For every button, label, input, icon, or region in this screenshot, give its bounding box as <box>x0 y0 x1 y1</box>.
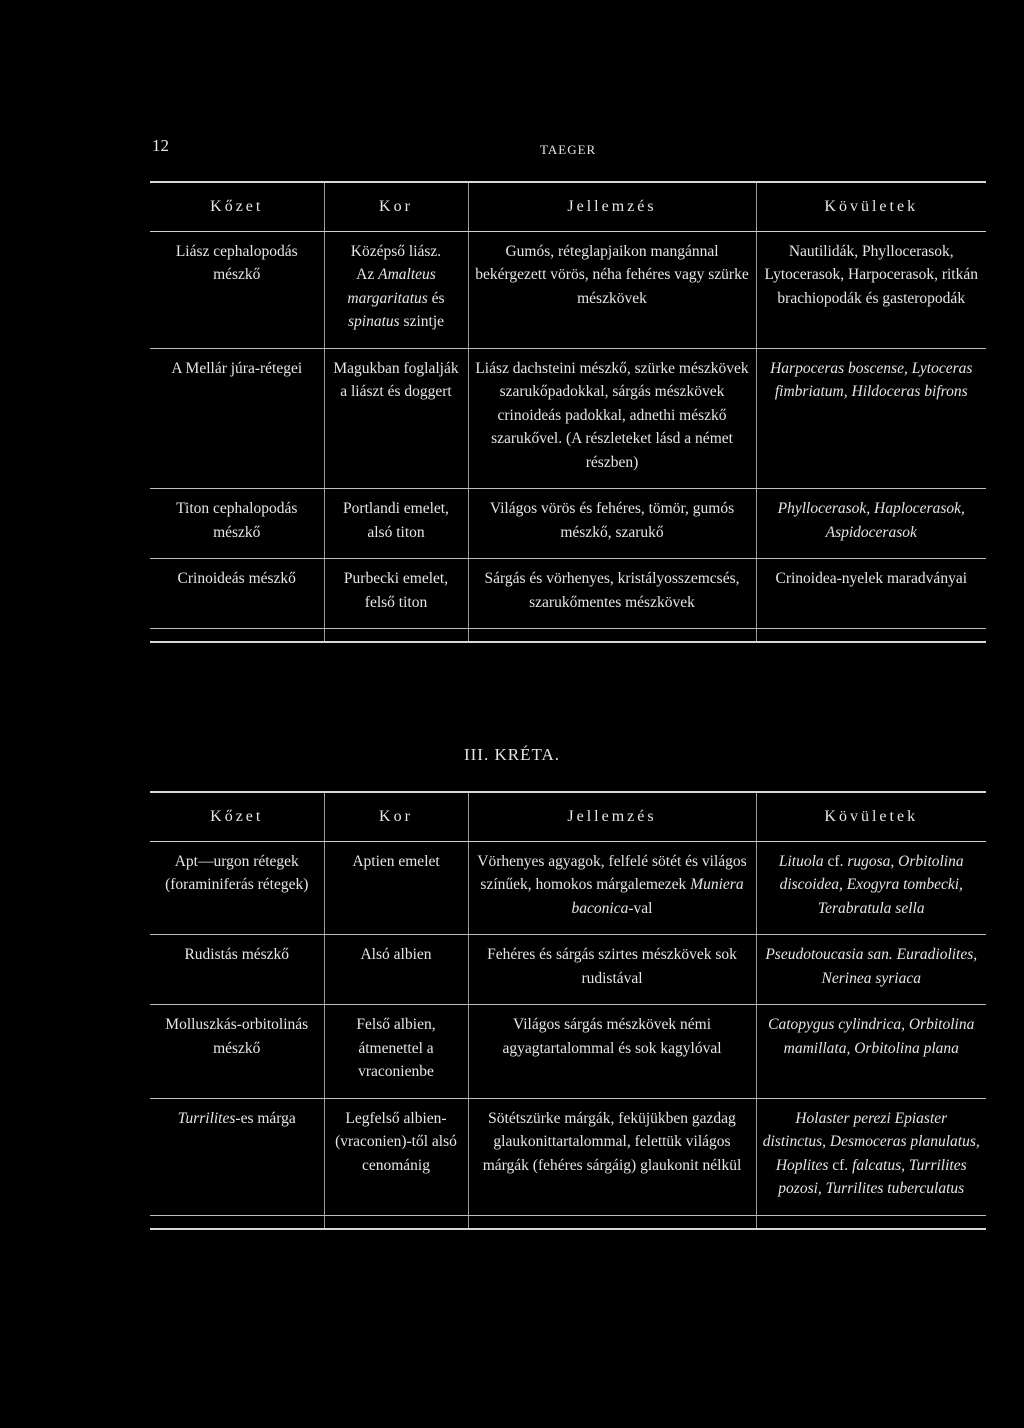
rock-cell: Liász cephalopodás mészkő <box>150 231 324 348</box>
rock-cell: Molluszkás-orbitolinás mészkő <box>150 1005 324 1099</box>
header-age: Kor <box>324 182 468 231</box>
rock-cell: A Mellár júra-rétegei <box>150 348 324 489</box>
description-cell: Liász dachsteini mészkő, szürke mészkövek szarukőpadokkal, sárgás mészkövek crinoideás padokkal, adnethi mészkő szarukővel. (A részleteket lásd a német részben) <box>468 348 756 489</box>
cretaceous-strata-table <box>150 791 986 1230</box>
description-cell: Világos vörös és fehéres, tömör, gumós mészkő, szarukő <box>468 489 756 559</box>
header-description: Jellemzés <box>468 182 756 231</box>
header-fossils: Kövületek <box>756 182 986 231</box>
table-row <box>150 841 986 935</box>
header-rock: Kőzet <box>150 792 324 841</box>
table-end-rule <box>150 1215 986 1229</box>
description-cell: Világos sárgás mészkövek némi agyagtartalommal és sok kagylóval <box>468 1005 756 1099</box>
rock-cell: Rudistás mészkő <box>150 935 324 1005</box>
table-end-rule <box>150 629 986 643</box>
table-row <box>150 489 986 559</box>
fossils-cell: Catopygus cylindrica, Orbitolina mamillata, Orbitolina plana <box>756 1005 986 1099</box>
running-head: TAEGER <box>540 142 597 157</box>
fossils-cell: Nautilidák, Phyllocerasok, Lytocerasok, Harpocerasok, ritkán brachiopodák és gasteropodák <box>756 231 986 348</box>
jurassic-strata-table <box>150 181 986 643</box>
fossils-cell: Harpoceras boscense, Lytoceras fimbriatum, Hildoceras bifrons <box>756 348 986 489</box>
age-cell: Középső liász. Az Amalteus margaritatus és spinatus szintje <box>324 231 468 348</box>
header-fossils: Kövületek <box>756 792 986 841</box>
description-cell: Sárgás és vörhenyes, kristályosszemcsés, szarukőmentes mészkövek <box>468 559 756 629</box>
description-cell: Fehéres és sárgás szirtes mészkövek sok rudistával <box>468 935 756 1005</box>
rock-cell: Apt—urgon rétegek (foraminiferás rétegek) <box>150 841 324 935</box>
table-row <box>150 1098 986 1215</box>
header-description: Jellemzés <box>468 792 756 841</box>
age-cell: Legfelső albien-(vraconien)-től alsó cenománig <box>324 1098 468 1215</box>
age-cell: Portlandi emelet, alsó titon <box>324 489 468 559</box>
age-cell: Felső albien, átmenettel a vraconienbe <box>324 1005 468 1099</box>
section-title: III. KRÉTA. <box>463 745 561 764</box>
age-cell: Aptien emelet <box>324 841 468 935</box>
fossils-cell: Holaster perezi Epiaster distinctus, Desmoceras planulatus, Hoplites cf. falcatus, Turrilites pozosi, Turrilites tuberculatus <box>756 1098 986 1215</box>
rock-cell: Titon cephalopodás mészkő <box>150 489 324 559</box>
page-number: 12 <box>152 136 169 155</box>
fossils-cell: Crinoidea-nyelek maradványai <box>756 559 986 629</box>
age-cell: Magukban foglalják a liászt és doggert <box>324 348 468 489</box>
header-rock: Kőzet <box>150 182 324 231</box>
table-row <box>150 559 986 629</box>
description-cell: Gumós, réteglapjaikon mangánnal bekérgezett vörös, néha fehéres vagy szürke mészkövek <box>468 231 756 348</box>
age-cell: Alsó albien <box>324 935 468 1005</box>
table-row <box>150 935 986 1005</box>
description-cell: Vörhenyes agyagok, felfelé sötét és világos színűek, homokos márgalemezek Muniera baconica-val <box>468 841 756 935</box>
header-age: Kor <box>324 792 468 841</box>
table-row <box>150 1005 986 1099</box>
age-cell: Purbecki emelet, felső titon <box>324 559 468 629</box>
table-row <box>150 348 986 489</box>
table-row <box>150 231 986 348</box>
rock-cell: Turrilites-es márga <box>150 1098 324 1215</box>
rock-cell: Crinoideás mészkő <box>150 559 324 629</box>
fossils-cell: Lituola cf. rugosa, Orbitolina discoidea, Exogyra tombecki, Terabratula sella <box>756 841 986 935</box>
fossils-cell: Phyllocerasok, Haplocerasok, Aspidocerasok <box>756 489 986 559</box>
fossils-cell: Pseudotoucasia san. Euradiolites, Nerinea syriaca <box>756 935 986 1005</box>
description-cell: Sötétszürke márgák, feküjükben gazdag glaukonittartalommal, felettük világos márgák (fehéres sárgáig) glaukonit nélkül <box>468 1098 756 1215</box>
